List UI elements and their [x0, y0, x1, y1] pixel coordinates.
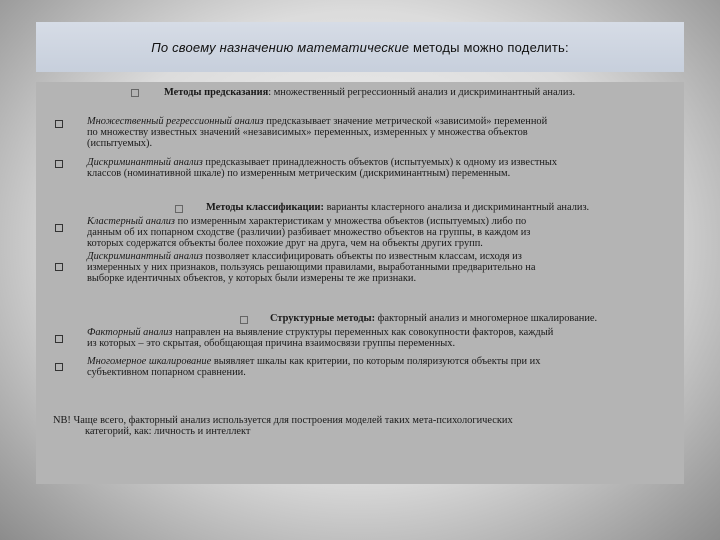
title-bar: [36, 22, 684, 72]
bullet-square-icon: [55, 335, 63, 343]
slide-title: [151, 40, 569, 55]
section-heading-structural: Структурные методы: факторный анализ и многомерное шкалирование.: [270, 313, 598, 324]
item-mds: Многомерное шкалирование выявляет шкалы как критерии, по которым поляризуются объекты при их субъективном попарном сравнении.: [87, 356, 541, 378]
nb-note: NB! Чаще всего, факторный анализ используется для построения моделей таких мета-психологических категорий, как: личность и интеллект: [53, 415, 513, 437]
section-heading-prediction: Методы предсказания: множественный регрессионный анализ и дискриминантный анализ.: [164, 87, 576, 98]
item-regression: Множественный регрессионный анализ предсказывает значение метрической «зависимой» переменной по множеству известных значений «независимых» переменных, измеренных у множества объектов (испытуемых).: [87, 116, 548, 149]
title-italic-part: По своему назначению математические: [151, 39, 410, 55]
item-discriminant-2: Дискриминантный анализ позволяет классифицировать объекты по известным классам, исходя из измеренных у них признаков, пользуясь решающими правилами, выработанными предварительно на выборке идентичных объектов, у которых были измерены те же признаки.: [87, 251, 536, 284]
bullet-square-icon: [55, 160, 63, 168]
bullet-square-icon: [175, 205, 183, 213]
bullet-square-icon: [55, 363, 63, 371]
bullet-square-icon: [131, 89, 139, 97]
title-regular-part: методы можно поделить:: [409, 39, 569, 55]
bullet-square-icon: [55, 224, 63, 232]
bullet-square-icon: [55, 120, 63, 128]
item-cluster: Кластерный анализ по измеренным характеристикам у множества объектов (испытуемых) либо по данным об их попарном сходстве (различии) разбивает множество объектов на группы, в каждом из которых содержатся объекты более похожие друг на друга, чем на объекты других групп.: [87, 216, 531, 249]
item-factor: Факторный анализ направлен на выявление структуры переменных как совокупности факторов, каждый из которых – это скрытая, обобщающая причина взаимосвязи группы переменных.: [87, 327, 554, 349]
bullet-square-icon: [55, 263, 63, 271]
item-discriminant-1: Дискриминантный анализ предсказывает принадлежность объектов (испытуемых) к одному из известных классов (номинативной шкале) по измеренным метрическим (дискриминантным) переменным.: [87, 157, 558, 179]
section-heading-classification: Методы классификации: варианты кластерного анализа и дискриминантный анализ.: [206, 202, 590, 213]
bullet-square-icon: [240, 316, 248, 324]
content-panel: [36, 82, 684, 484]
